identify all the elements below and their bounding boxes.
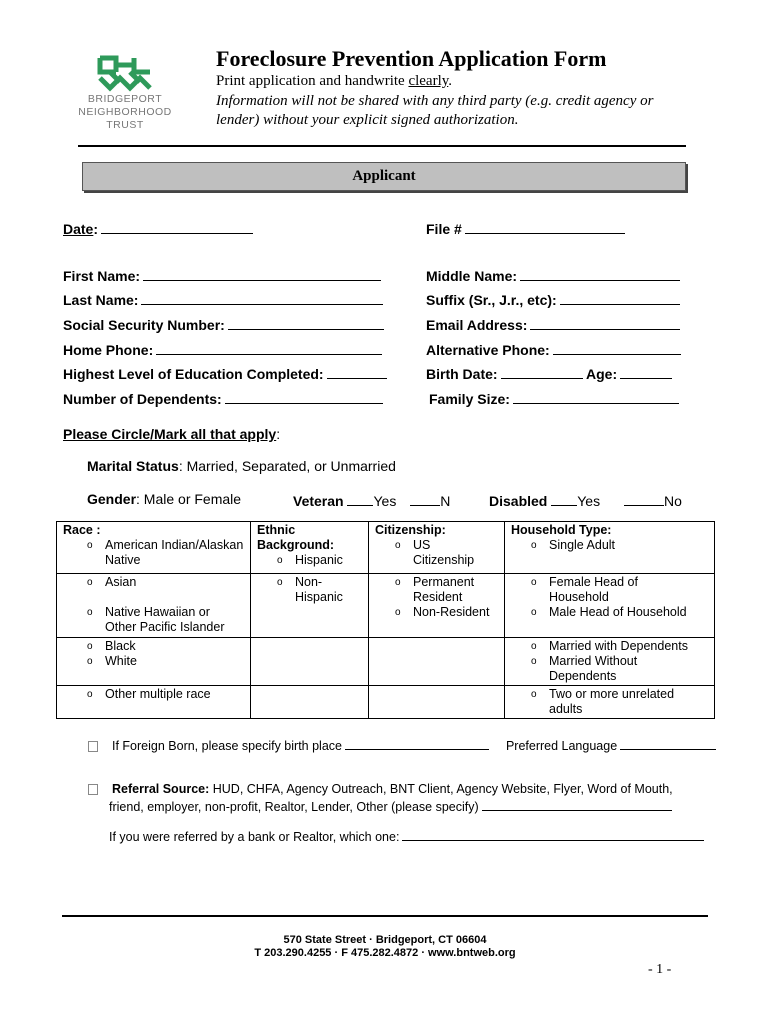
marital-status-label: Marital Status xyxy=(87,458,179,474)
household-option[interactable] xyxy=(511,687,708,717)
ssn-line[interactable] xyxy=(228,315,384,330)
marital-status-row xyxy=(87,458,396,474)
date-label: Date xyxy=(63,221,94,237)
form-subtitle xyxy=(216,73,452,90)
bullet-icon: o xyxy=(87,641,93,652)
home-phone-label: Home Phone: xyxy=(63,342,154,358)
race-option[interactable] xyxy=(63,605,244,635)
birth-date-line[interactable] xyxy=(501,364,583,379)
household-option-label: Single Adult xyxy=(549,538,616,552)
last-name-line[interactable] xyxy=(141,290,383,305)
preferred-language-label: Preferred Language xyxy=(505,739,618,753)
privacy-notice: Information will not be shared with any third party (e.g. credit agency or lender) without your explicit signed authorization. xyxy=(216,93,654,128)
bullet-icon: o xyxy=(87,656,93,667)
household-option-label: Married with Dependents xyxy=(549,639,688,653)
veteran-yes-line[interactable] xyxy=(347,491,373,506)
ethnic-option-label: Hispanic xyxy=(295,553,343,567)
disabled-no-line[interactable] xyxy=(624,491,664,506)
table-row xyxy=(57,686,715,719)
race-option-label: White xyxy=(105,654,137,668)
referral-row-2 xyxy=(109,798,672,814)
race-option-label: American Indian/Alaskan Native xyxy=(105,538,244,567)
applicant-section-header: Applicant xyxy=(82,162,686,191)
bullet-icon: o xyxy=(531,607,537,618)
date-field[interactable]: Date: xyxy=(63,219,253,237)
veteran-label: Veteran xyxy=(293,493,344,509)
table-row xyxy=(57,638,715,686)
date-line[interactable] xyxy=(101,219,253,234)
citizenship-option[interactable] xyxy=(375,575,498,605)
circle-instructions: Please Circle/Mark all that apply: xyxy=(63,426,281,442)
subtitle-period: . xyxy=(448,73,453,89)
ethnic-cell xyxy=(251,638,369,686)
veteran-yes-label: Yes xyxy=(373,493,397,509)
household-option-label: Male Head of Household xyxy=(549,605,687,619)
citizenship-option-label: Non-Resident xyxy=(413,605,490,619)
circle-heading: Please Circle/Mark all that apply xyxy=(63,426,277,442)
bullet-icon: o xyxy=(277,555,283,566)
dependents-label: Number of Dependents: xyxy=(63,391,222,407)
gender-options[interactable]: : Male or Female xyxy=(136,491,242,507)
footer-address: 570 State Street · Bridgeport, CT 06604 xyxy=(283,934,487,946)
home-phone-field[interactable] xyxy=(63,340,382,358)
race-option-label: Black xyxy=(105,639,136,653)
birth-place-line[interactable] xyxy=(345,737,489,750)
ethnic-option[interactable] xyxy=(257,575,362,605)
referral-source-label: Referral Source: xyxy=(112,782,210,796)
last-name-label: Last Name: xyxy=(63,292,139,308)
logo-text-line3: TRUST xyxy=(106,119,144,131)
bullet-icon: o xyxy=(395,577,401,588)
bnt-logo xyxy=(70,52,180,131)
ethnic-cell xyxy=(251,522,369,574)
household-option-label: Two or more unrelated adults xyxy=(549,687,675,716)
referral-row xyxy=(88,782,673,796)
citizenship-option[interactable] xyxy=(375,605,498,620)
citizenship-option[interactable] xyxy=(375,538,498,568)
education-line[interactable] xyxy=(327,364,387,379)
logo-text-line2: NEIGHBORHOOD xyxy=(78,106,172,118)
ethnic-header: Ethnic Background: xyxy=(257,523,335,552)
citizenship-cell xyxy=(369,638,505,686)
household-option[interactable] xyxy=(511,639,708,654)
first-name-line[interactable] xyxy=(143,266,381,281)
first-name-label: First Name: xyxy=(63,268,141,284)
bullet-icon: o xyxy=(87,607,93,618)
race-option[interactable] xyxy=(63,687,244,702)
ethnic-cell xyxy=(251,574,369,638)
race-option-label: Asian xyxy=(105,575,137,589)
first-name-field[interactable] xyxy=(63,266,381,284)
household-option[interactable] xyxy=(511,654,708,684)
bullet-icon: o xyxy=(531,540,537,551)
race-option[interactable] xyxy=(63,639,244,654)
race-cell xyxy=(57,522,251,574)
bullet-icon: o xyxy=(531,689,537,700)
citizenship-header: Citizenship: xyxy=(375,523,446,537)
veteran-row xyxy=(293,491,450,509)
suffix-field[interactable] xyxy=(426,290,680,308)
footer-contact: T 203.290.4255 · F 475.282.4872 · www.bntweb.org xyxy=(254,947,516,959)
ethnic-option-label: Non-Hispanic xyxy=(295,575,343,604)
email-label: Email Address: xyxy=(426,317,528,333)
bank-realtor-row xyxy=(109,828,704,844)
preferred-language-line[interactable] xyxy=(620,737,716,750)
form-title: Foreclosure Prevention Application Form xyxy=(216,46,607,71)
demographics-table xyxy=(56,521,715,719)
race-cell xyxy=(57,638,251,686)
ethnic-option[interactable] xyxy=(257,553,362,568)
page-number: - 1 - xyxy=(648,962,672,977)
disabled-yes-line[interactable] xyxy=(551,491,577,506)
citizenship-cell xyxy=(369,686,505,719)
race-option[interactable] xyxy=(63,538,244,568)
checkbox-icon[interactable] xyxy=(88,784,98,795)
household-cell xyxy=(505,522,715,574)
ethnic-cell xyxy=(251,686,369,719)
referral-specify-line[interactable] xyxy=(482,798,672,811)
veteran-no-label: N xyxy=(440,493,451,509)
household-option[interactable] xyxy=(511,605,708,620)
bank-realtor-line[interactable] xyxy=(402,828,704,841)
bank-realtor-label: If you were referred by a bank or Realtor, which one: xyxy=(109,830,400,844)
checkbox-icon[interactable] xyxy=(88,741,98,752)
age-field[interactable] xyxy=(586,364,672,382)
gender-label: Gender xyxy=(87,491,137,507)
logo-text-line1: BRIDGEPORT xyxy=(87,93,163,105)
dependents-line[interactable] xyxy=(225,389,383,404)
header-divider xyxy=(78,145,686,147)
disabled-yes-label: Yes xyxy=(577,493,601,509)
footer-divider xyxy=(62,915,708,917)
ssn-field[interactable] xyxy=(63,315,384,333)
education-field[interactable] xyxy=(63,364,387,382)
dependents-field[interactable] xyxy=(63,389,383,407)
foreign-born-label: If Foreign Born, please specify birth place xyxy=(112,739,342,753)
veteran-no-line[interactable] xyxy=(410,491,440,506)
suffix-line[interactable] xyxy=(560,290,680,305)
table-row xyxy=(57,574,715,638)
bullet-icon: o xyxy=(395,540,401,551)
household-option-label: Female Head of Household xyxy=(549,575,638,604)
family-size-label: Family Size: xyxy=(429,391,510,407)
household-option[interactable] xyxy=(511,575,708,605)
bullet-icon: o xyxy=(531,656,537,667)
gender-row xyxy=(87,491,241,507)
birth-date-label: Birth Date: xyxy=(426,366,498,382)
file-number-line[interactable] xyxy=(465,219,625,234)
race-option-label: Other multiple race xyxy=(105,687,211,701)
citizenship-option-label: US Citizenship xyxy=(413,538,475,567)
disabled-row xyxy=(489,491,682,509)
bullet-icon: o xyxy=(531,577,537,588)
bullet-icon: o xyxy=(87,689,93,700)
household-cell xyxy=(505,686,715,719)
bullet-icon: o xyxy=(531,641,537,652)
household-option[interactable] xyxy=(511,538,708,553)
race-cell xyxy=(57,574,251,638)
middle-name-line[interactable] xyxy=(520,266,680,281)
middle-name-label: Middle Name: xyxy=(426,268,518,284)
email-line[interactable] xyxy=(530,315,680,330)
age-line[interactable] xyxy=(620,364,672,379)
referral-options-line1[interactable]: HUD, CHFA, Agency Outreach, BNT Client, Agency Website, Flyer, Word of Mouth, xyxy=(209,782,673,796)
birth-date-field[interactable] xyxy=(426,364,583,382)
race-cell xyxy=(57,686,251,719)
disabled-label: Disabled xyxy=(489,493,548,509)
education-label: Highest Level of Education Completed: xyxy=(63,366,324,382)
bullet-icon: o xyxy=(87,540,93,551)
referral-options-line2[interactable]: friend, employer, non-profit, Realtor, Lender, Other (please specify) xyxy=(109,800,479,814)
last-name-field[interactable] xyxy=(63,290,383,308)
alternative-phone-label: Alternative Phone: xyxy=(426,342,550,358)
bnt-logo-icon xyxy=(96,52,154,92)
ssn-label: Social Security Number: xyxy=(63,317,225,333)
household-option-label: Married Without Dependents xyxy=(549,654,638,683)
bullet-icon: o xyxy=(87,577,93,588)
alternative-phone-field[interactable] xyxy=(426,340,681,358)
family-size-line[interactable] xyxy=(513,389,679,404)
alternative-phone-line[interactable] xyxy=(553,340,681,355)
suffix-label: Suffix (Sr., J.r., etc): xyxy=(426,292,557,308)
disabled-no-label: No xyxy=(663,493,682,509)
file-number-field[interactable] xyxy=(426,219,625,237)
home-phone-line[interactable] xyxy=(156,340,382,355)
table-row xyxy=(57,522,715,574)
race-option[interactable] xyxy=(63,654,244,669)
file-number-label: File # xyxy=(426,221,462,237)
subtitle-text: Print application and handwrite xyxy=(216,73,409,89)
age-label: Age: xyxy=(586,366,618,382)
bullet-icon: o xyxy=(277,577,283,588)
email-field[interactable] xyxy=(426,315,680,333)
middle-name-field[interactable] xyxy=(426,266,680,284)
bullet-icon: o xyxy=(395,607,401,618)
citizenship-option-label: Permanent Resident xyxy=(413,575,475,604)
foreign-born-row xyxy=(88,737,716,753)
household-cell xyxy=(505,638,715,686)
citizenship-cell xyxy=(369,574,505,638)
race-option-label: Native Hawaiian or Other Pacific Islander xyxy=(105,605,225,634)
marital-status-options[interactable]: : Married, Separated, or Unmarried xyxy=(178,458,396,474)
household-header: Household Type: xyxy=(511,523,612,537)
family-size-field[interactable] xyxy=(429,389,679,407)
citizenship-cell xyxy=(369,522,505,574)
race-header: Race : xyxy=(63,523,101,537)
household-cell xyxy=(505,574,715,638)
race-option[interactable] xyxy=(63,575,244,590)
subtitle-emphasis: clearly xyxy=(408,73,449,89)
